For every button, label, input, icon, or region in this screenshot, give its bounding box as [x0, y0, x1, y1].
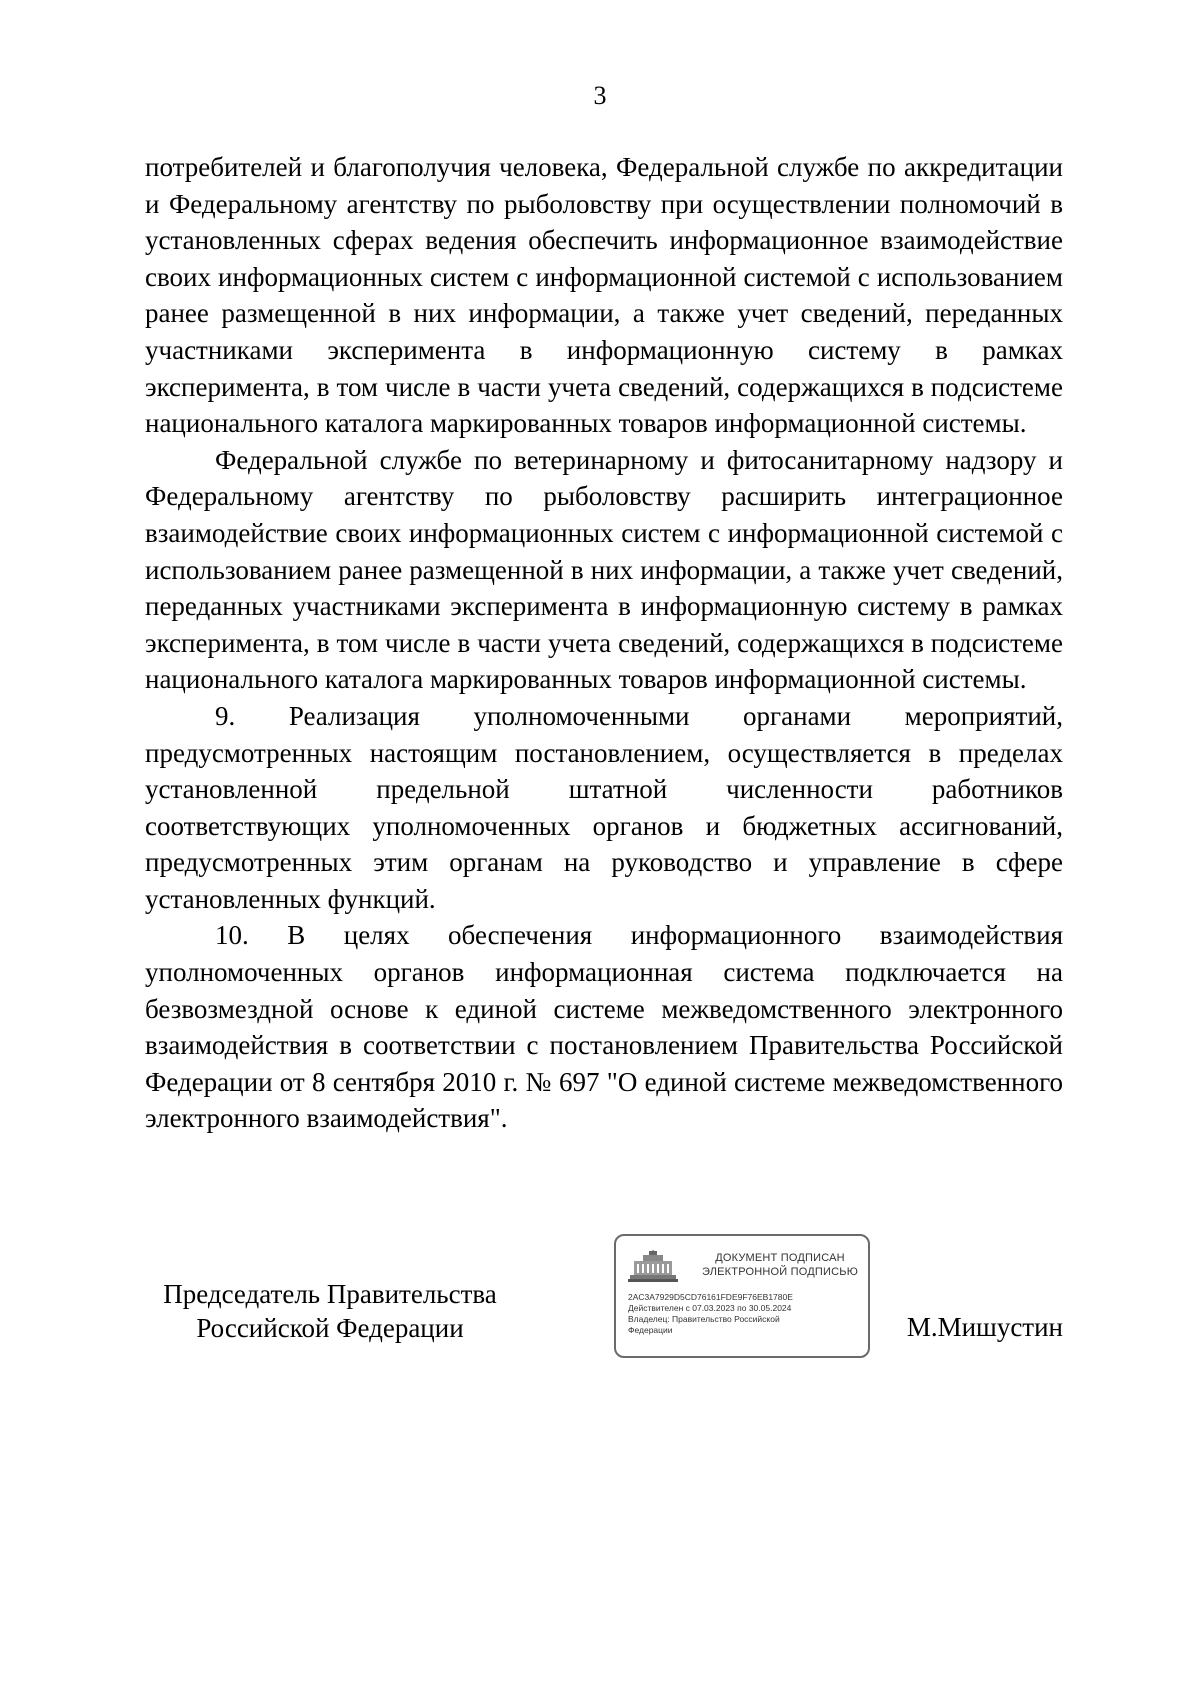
signer-title-line1: Председатель Правительства	[163, 1279, 497, 1309]
paragraph-9-implementation: 9. Реализация уполномоченными органами мероприятий, предусмотренных настоящим постановлением, осуществляется в пределах установленной предельной штатной численности работников соответствующих уполномоченных органов и бюджетных ассигнований, предусмотренных этим органам на руководство и управление в сфере установленных функций.	[145, 700, 1063, 914]
stamp-certificate-number: 2AC3A7929D5CD76161FDE9F76EB1780E	[628, 1292, 793, 1302]
stamp-header-line1: ДОКУМЕНТ ПОДПИСАН	[715, 1252, 845, 1264]
stamp-owner-line1: Владелец: Правительство Российской	[628, 1314, 780, 1324]
paragraph-10-interaction: 10. В целях обеспечения информационного взаимодействия уполномоченных органов информационная система подключается на безвозмездной основе к единой системе межведомственного электронного взаимодействия в соответствии с постановлением Правительства Российской Федерации от 8 сентября 2010 г. № 697 "О единой системе межведомственного электронного взаимодействия".	[145, 920, 1063, 1134]
stamp-header-line2: ЭЛЕКТРОННОЙ ПОДПИСЬЮ	[701, 1266, 859, 1278]
signer-title	[140, 1277, 520, 1345]
page-number: 3	[593, 81, 607, 110]
document-body	[145, 149, 1063, 1137]
stamp-details	[628, 1292, 864, 1336]
paragraph-veterinary-supervision: Федеральной службе по ветеринарному и фитосанитарному надзору и Федеральному агентству по рыболовству расширить интеграционное взаимодействие своих информационных систем с информационной системой с использованием ранее размещенной в них информации, а также учет сведений, переданных участниками эксперимента в информационную систему в рамках эксперимента, в том числе в части учета сведений, содержащихся в подсистеме национального каталога маркированных товаров информационной системы.	[145, 444, 1063, 695]
government-building-icon	[628, 1250, 678, 1282]
electronic-signature-stamp	[614, 1234, 870, 1358]
signer-title-line2: Российской Федерации	[196, 1313, 464, 1343]
paragraph-continuation: потребителей и благополучия человека, Федеральной службе по аккредитации и Федеральному агентству по рыболовству при осуществлении полномочий в установленных сферах ведения обеспечить информационное взаимодействие своих информационных систем с информационной системой с использованием ранее размещенной в них информации, а также учет сведений, переданных участниками эксперимента в информационную систему в рамках эксперимента, в том числе в части учета сведений, содержащихся в подсистеме национального каталога маркированных товаров информационной системы.	[145, 152, 1063, 439]
stamp-header	[696, 1251, 864, 1279]
signer-name: М.Мишустин	[906, 1312, 1063, 1342]
stamp-validity: Действителен с 07.03.2023 по 30.05.2024	[628, 1303, 792, 1313]
stamp-owner-line2: Федерации	[628, 1325, 673, 1335]
